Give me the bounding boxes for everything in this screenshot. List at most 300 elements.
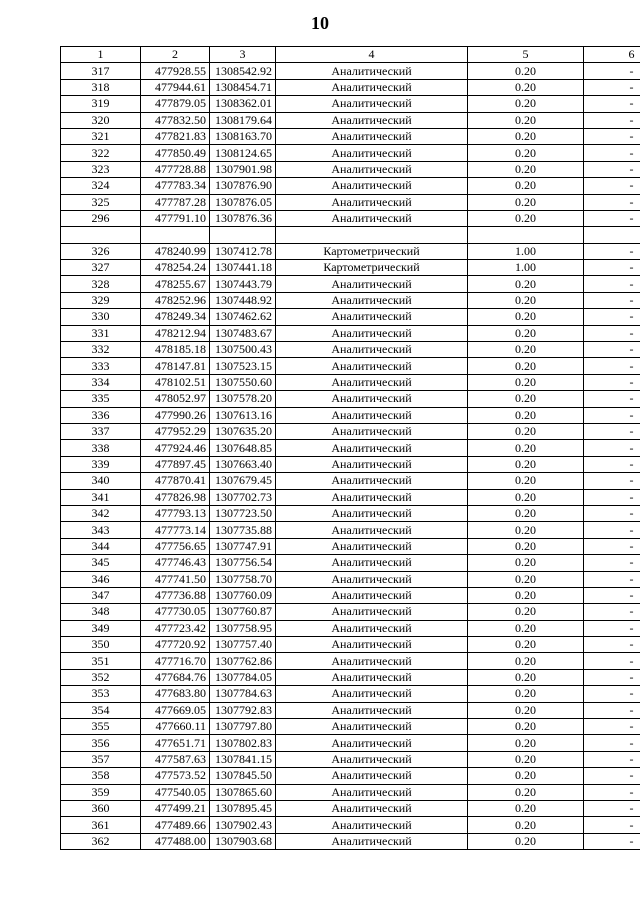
y-coordinate-cell: 1307550.60 <box>210 374 276 390</box>
point-number-cell: 319 <box>61 96 141 112</box>
accuracy-cell: 0.20 <box>468 96 584 112</box>
point-number-cell: 339 <box>61 456 141 472</box>
point-number-cell: 327 <box>61 260 141 276</box>
method-cell: Аналитический <box>276 587 468 603</box>
table-row <box>61 637 640 653</box>
accuracy-cell: 0.20 <box>468 456 584 472</box>
point-number-cell: 360 <box>61 800 141 816</box>
point-number-cell: 338 <box>61 440 141 456</box>
x-coordinate-cell: 477488.00 <box>141 833 210 849</box>
table-row <box>61 817 640 833</box>
y-coordinate-cell: 1307784.05 <box>210 669 276 685</box>
method-cell: Картометрический <box>276 243 468 259</box>
note-cell: - <box>584 309 640 325</box>
table-row <box>61 210 640 226</box>
method-cell: Аналитический <box>276 833 468 849</box>
table-row <box>61 96 640 112</box>
table-row <box>61 735 640 751</box>
y-coordinate-cell: 1307756.54 <box>210 555 276 571</box>
note-cell: - <box>584 243 640 259</box>
header-cell-5: 5 <box>468 47 584 63</box>
method-cell: Аналитический <box>276 702 468 718</box>
point-number-cell: 348 <box>61 604 141 620</box>
table-row <box>61 423 640 439</box>
accuracy-cell: 0.20 <box>468 817 584 833</box>
point-number-cell: 337 <box>61 423 141 439</box>
point-number-cell: 329 <box>61 292 141 308</box>
method-cell: Аналитический <box>276 620 468 636</box>
accuracy-cell: 0.20 <box>468 784 584 800</box>
y-coordinate-cell: 1307412.78 <box>210 243 276 259</box>
method-cell: Аналитический <box>276 800 468 816</box>
header-cell-1: 1 <box>61 47 141 63</box>
method-cell: Аналитический <box>276 79 468 95</box>
note-cell: - <box>584 473 640 489</box>
table-row <box>61 292 640 308</box>
accuracy-cell: 0.20 <box>468 538 584 554</box>
method-cell: Аналитический <box>276 96 468 112</box>
note-cell: - <box>584 128 640 144</box>
point-number-cell: 325 <box>61 194 141 210</box>
table-row <box>61 194 640 210</box>
method-cell: Аналитический <box>276 210 468 226</box>
point-number-cell: 341 <box>61 489 141 505</box>
y-coordinate-cell: 1307895.45 <box>210 800 276 816</box>
method-cell: Аналитический <box>276 555 468 571</box>
y-coordinate-cell: 1307845.50 <box>210 768 276 784</box>
table-row <box>61 79 640 95</box>
accuracy-cell: 0.20 <box>468 800 584 816</box>
table-row <box>61 456 640 472</box>
x-coordinate-cell: 478185.18 <box>141 342 210 358</box>
y-coordinate-cell: 1308362.01 <box>210 96 276 112</box>
table-row <box>61 260 640 276</box>
table-row <box>61 833 640 849</box>
note-cell: - <box>584 112 640 128</box>
note-cell: - <box>584 571 640 587</box>
note-cell: - <box>584 342 640 358</box>
accuracy-cell: 0.20 <box>468 669 584 685</box>
method-cell: Аналитический <box>276 538 468 554</box>
x-coordinate-cell: 477879.05 <box>141 96 210 112</box>
method-cell: Аналитический <box>276 309 468 325</box>
y-coordinate-cell: 1307902.43 <box>210 817 276 833</box>
y-coordinate-cell: 1307578.20 <box>210 391 276 407</box>
note-cell: - <box>584 423 640 439</box>
accuracy-cell: 0.20 <box>468 145 584 161</box>
y-coordinate-cell: 1307762.86 <box>210 653 276 669</box>
table-row <box>61 669 640 685</box>
point-number-cell: 359 <box>61 784 141 800</box>
note-cell: - <box>584 489 640 505</box>
note-cell: - <box>584 522 640 538</box>
x-coordinate-cell: 477756.65 <box>141 538 210 554</box>
table-row <box>61 686 640 702</box>
x-coordinate-cell: 477683.80 <box>141 686 210 702</box>
x-coordinate-cell: 477684.76 <box>141 669 210 685</box>
table-row <box>61 505 640 521</box>
y-coordinate-cell: 1307663.40 <box>210 456 276 472</box>
note-cell: - <box>584 686 640 702</box>
x-coordinate-cell: 477952.29 <box>141 423 210 439</box>
y-coordinate-cell: 1307784.63 <box>210 686 276 702</box>
note-cell: - <box>584 505 640 521</box>
x-coordinate-cell: 478255.67 <box>141 276 210 292</box>
point-number-cell: 347 <box>61 587 141 603</box>
point-number-cell: 346 <box>61 571 141 587</box>
accuracy-cell: 0.20 <box>468 325 584 341</box>
method-cell: Аналитический <box>276 751 468 767</box>
x-coordinate-cell: 477870.41 <box>141 473 210 489</box>
table-row <box>61 358 640 374</box>
table-row <box>61 391 640 407</box>
method-cell: Аналитический <box>276 817 468 833</box>
x-coordinate-cell: 478240.99 <box>141 243 210 259</box>
note-cell: - <box>584 276 640 292</box>
accuracy-cell: 0.20 <box>468 686 584 702</box>
accuracy-cell: 0.20 <box>468 276 584 292</box>
accuracy-cell: 0.20 <box>468 555 584 571</box>
y-coordinate-cell: 1307760.87 <box>210 604 276 620</box>
x-coordinate-cell: 477660.11 <box>141 719 210 735</box>
method-cell <box>276 227 468 243</box>
point-number-cell: 330 <box>61 309 141 325</box>
point-number-cell: 324 <box>61 178 141 194</box>
x-coordinate-cell: 477587.63 <box>141 751 210 767</box>
x-coordinate-cell <box>141 227 210 243</box>
accuracy-cell: 0.20 <box>468 702 584 718</box>
table-row <box>61 440 640 456</box>
y-coordinate-cell: 1307802.83 <box>210 735 276 751</box>
table-row <box>61 587 640 603</box>
x-coordinate-cell: 477850.49 <box>141 145 210 161</box>
accuracy-cell: 0.20 <box>468 309 584 325</box>
note-cell: - <box>584 96 640 112</box>
y-coordinate-cell: 1307483.67 <box>210 325 276 341</box>
note-cell: - <box>584 374 640 390</box>
table-row <box>61 325 640 341</box>
note-cell: - <box>584 604 640 620</box>
note-cell: - <box>584 391 640 407</box>
x-coordinate-cell: 477736.88 <box>141 587 210 603</box>
method-cell: Аналитический <box>276 276 468 292</box>
header-cell-4: 4 <box>276 47 468 63</box>
x-coordinate-cell: 477791.10 <box>141 210 210 226</box>
note-cell: - <box>584 669 640 685</box>
point-number-cell: 343 <box>61 522 141 538</box>
y-coordinate-cell: 1307635.20 <box>210 423 276 439</box>
note-cell: - <box>584 358 640 374</box>
x-coordinate-cell: 477944.61 <box>141 79 210 95</box>
x-coordinate-cell: 477990.26 <box>141 407 210 423</box>
note-cell: - <box>584 292 640 308</box>
y-coordinate-cell: 1307441.18 <box>210 260 276 276</box>
note-cell: - <box>584 637 640 653</box>
method-cell: Аналитический <box>276 637 468 653</box>
method-cell: Аналитический <box>276 423 468 439</box>
accuracy-cell: 0.20 <box>468 79 584 95</box>
x-coordinate-cell: 478102.51 <box>141 374 210 390</box>
point-number-cell: 345 <box>61 555 141 571</box>
method-cell: Аналитический <box>276 456 468 472</box>
method-cell: Аналитический <box>276 63 468 79</box>
header-cell-6: 6 <box>584 47 640 63</box>
y-coordinate-cell: 1308163.70 <box>210 128 276 144</box>
note-cell: - <box>584 538 640 554</box>
page-number: 10 <box>311 13 329 33</box>
y-coordinate-cell: 1307797.80 <box>210 719 276 735</box>
accuracy-cell: 0.20 <box>468 112 584 128</box>
x-coordinate-cell: 478249.34 <box>141 309 210 325</box>
method-cell: Аналитический <box>276 292 468 308</box>
table-row <box>61 751 640 767</box>
y-coordinate-cell: 1307735.88 <box>210 522 276 538</box>
x-coordinate-cell: 477741.50 <box>141 571 210 587</box>
x-coordinate-cell: 478052.97 <box>141 391 210 407</box>
accuracy-cell: 0.20 <box>468 751 584 767</box>
accuracy-cell: 0.20 <box>468 194 584 210</box>
y-coordinate-cell: 1307462.62 <box>210 309 276 325</box>
accuracy-cell <box>468 227 584 243</box>
x-coordinate-cell: 477821.83 <box>141 128 210 144</box>
method-cell: Аналитический <box>276 145 468 161</box>
method-cell: Аналитический <box>276 669 468 685</box>
method-cell: Аналитический <box>276 194 468 210</box>
x-coordinate-cell: 477783.34 <box>141 178 210 194</box>
method-cell: Аналитический <box>276 604 468 620</box>
accuracy-cell: 0.20 <box>468 505 584 521</box>
note-cell: - <box>584 161 640 177</box>
note-cell: - <box>584 440 640 456</box>
accuracy-cell: 0.20 <box>468 161 584 177</box>
point-number-cell: 355 <box>61 719 141 735</box>
point-number-cell: 334 <box>61 374 141 390</box>
table-row <box>61 145 640 161</box>
y-coordinate-cell: 1307876.36 <box>210 210 276 226</box>
table-row <box>61 243 640 259</box>
note-cell: - <box>584 407 640 423</box>
note-cell: - <box>584 555 640 571</box>
accuracy-cell: 0.20 <box>468 637 584 653</box>
table-row <box>61 604 640 620</box>
y-coordinate-cell: 1307758.70 <box>210 571 276 587</box>
y-coordinate-cell: 1308124.65 <box>210 145 276 161</box>
note-cell: - <box>584 735 640 751</box>
table-row <box>61 178 640 194</box>
accuracy-cell: 0.20 <box>468 374 584 390</box>
accuracy-cell: 0.20 <box>468 620 584 636</box>
table-row <box>61 800 640 816</box>
note-cell <box>584 227 640 243</box>
x-coordinate-cell: 477573.52 <box>141 768 210 784</box>
note-cell: - <box>584 79 640 95</box>
method-cell: Аналитический <box>276 768 468 784</box>
accuracy-cell: 0.20 <box>468 587 584 603</box>
x-coordinate-cell: 477723.42 <box>141 620 210 636</box>
method-cell: Аналитический <box>276 735 468 751</box>
accuracy-cell: 0.20 <box>468 768 584 784</box>
method-cell: Аналитический <box>276 522 468 538</box>
y-coordinate-cell: 1307758.95 <box>210 620 276 636</box>
y-coordinate-cell: 1307865.60 <box>210 784 276 800</box>
method-cell: Аналитический <box>276 325 468 341</box>
accuracy-cell: 0.20 <box>468 440 584 456</box>
table-row <box>61 719 640 735</box>
y-coordinate-cell: 1307679.45 <box>210 473 276 489</box>
accuracy-cell: 0.20 <box>468 358 584 374</box>
point-number-cell: 317 <box>61 63 141 79</box>
note-cell: - <box>584 784 640 800</box>
point-number-cell: 340 <box>61 473 141 489</box>
point-number-cell: 362 <box>61 833 141 849</box>
x-coordinate-cell: 477540.05 <box>141 784 210 800</box>
table-body <box>61 47 640 850</box>
accuracy-cell: 0.20 <box>468 391 584 407</box>
x-coordinate-cell: 477746.43 <box>141 555 210 571</box>
method-cell: Аналитический <box>276 407 468 423</box>
y-coordinate-cell: 1307500.43 <box>210 342 276 358</box>
method-cell: Аналитический <box>276 653 468 669</box>
y-coordinate-cell: 1307723.50 <box>210 505 276 521</box>
note-cell: - <box>584 456 640 472</box>
note-cell: - <box>584 587 640 603</box>
note-cell: - <box>584 653 640 669</box>
method-cell: Аналитический <box>276 178 468 194</box>
x-coordinate-cell: 477720.92 <box>141 637 210 653</box>
point-number-cell: 350 <box>61 637 141 653</box>
method-cell: Аналитический <box>276 358 468 374</box>
x-coordinate-cell: 477826.98 <box>141 489 210 505</box>
y-coordinate-cell: 1307523.15 <box>210 358 276 374</box>
x-coordinate-cell: 477651.71 <box>141 735 210 751</box>
note-cell: - <box>584 833 640 849</box>
point-number-cell: 353 <box>61 686 141 702</box>
point-number-cell <box>61 227 141 243</box>
x-coordinate-cell: 477897.45 <box>141 456 210 472</box>
accuracy-cell: 0.20 <box>468 522 584 538</box>
table-row <box>61 473 640 489</box>
method-cell: Аналитический <box>276 571 468 587</box>
x-coordinate-cell: 477669.05 <box>141 702 210 718</box>
table-row <box>61 374 640 390</box>
accuracy-cell: 0.20 <box>468 128 584 144</box>
x-coordinate-cell: 477716.70 <box>141 653 210 669</box>
point-number-cell: 332 <box>61 342 141 358</box>
table-row <box>61 309 640 325</box>
accuracy-cell: 0.20 <box>468 653 584 669</box>
point-number-cell: 336 <box>61 407 141 423</box>
point-number-cell: 333 <box>61 358 141 374</box>
point-number-cell: 323 <box>61 161 141 177</box>
table-row <box>61 63 640 79</box>
point-number-cell: 318 <box>61 79 141 95</box>
note-cell: - <box>584 210 640 226</box>
accuracy-cell: 0.20 <box>468 571 584 587</box>
point-number-cell: 351 <box>61 653 141 669</box>
point-number-cell: 349 <box>61 620 141 636</box>
y-coordinate-cell: 1307876.05 <box>210 194 276 210</box>
accuracy-cell: 0.20 <box>468 407 584 423</box>
coordinates-table <box>60 46 640 850</box>
x-coordinate-cell: 478212.94 <box>141 325 210 341</box>
point-number-cell: 342 <box>61 505 141 521</box>
point-number-cell: 344 <box>61 538 141 554</box>
y-coordinate-cell: 1307792.83 <box>210 702 276 718</box>
point-number-cell: 322 <box>61 145 141 161</box>
point-number-cell: 356 <box>61 735 141 751</box>
method-cell: Аналитический <box>276 128 468 144</box>
x-coordinate-cell: 478147.81 <box>141 358 210 374</box>
y-coordinate-cell: 1308454.71 <box>210 79 276 95</box>
accuracy-cell: 0.20 <box>468 833 584 849</box>
accuracy-cell: 0.20 <box>468 342 584 358</box>
accuracy-cell: 0.20 <box>468 473 584 489</box>
table-row <box>61 653 640 669</box>
accuracy-cell: 0.20 <box>468 292 584 308</box>
x-coordinate-cell: 478252.96 <box>141 292 210 308</box>
table-row <box>61 555 640 571</box>
method-cell: Аналитический <box>276 719 468 735</box>
y-coordinate-cell: 1307448.92 <box>210 292 276 308</box>
accuracy-cell: 0.20 <box>468 423 584 439</box>
table-row <box>61 620 640 636</box>
method-cell: Аналитический <box>276 686 468 702</box>
accuracy-cell: 0.20 <box>468 735 584 751</box>
table-row-blank <box>61 227 640 243</box>
header-cell-3: 3 <box>210 47 276 63</box>
accuracy-cell: 0.20 <box>468 604 584 620</box>
table-row <box>61 489 640 505</box>
note-cell: - <box>584 325 640 341</box>
method-cell: Аналитический <box>276 342 468 358</box>
point-number-cell: 335 <box>61 391 141 407</box>
x-coordinate-cell: 477773.14 <box>141 522 210 538</box>
table-row <box>61 768 640 784</box>
method-cell: Аналитический <box>276 505 468 521</box>
accuracy-cell: 0.20 <box>468 210 584 226</box>
note-cell: - <box>584 63 640 79</box>
table-row <box>61 407 640 423</box>
x-coordinate-cell: 477924.46 <box>141 440 210 456</box>
note-cell: - <box>584 817 640 833</box>
note-cell: - <box>584 145 640 161</box>
point-number-cell: 358 <box>61 768 141 784</box>
x-coordinate-cell: 477728.88 <box>141 161 210 177</box>
note-cell: - <box>584 768 640 784</box>
table-row <box>61 112 640 128</box>
y-coordinate-cell: 1307876.90 <box>210 178 276 194</box>
y-coordinate-cell: 1307760.09 <box>210 587 276 603</box>
y-coordinate-cell: 1307901.98 <box>210 161 276 177</box>
x-coordinate-cell: 477489.66 <box>141 817 210 833</box>
y-coordinate-cell <box>210 227 276 243</box>
note-cell: - <box>584 800 640 816</box>
accuracy-cell: 1.00 <box>468 243 584 259</box>
point-number-cell: 357 <box>61 751 141 767</box>
note-cell: - <box>584 178 640 194</box>
method-cell: Аналитический <box>276 489 468 505</box>
method-cell: Картометрический <box>276 260 468 276</box>
point-number-cell: 352 <box>61 669 141 685</box>
x-coordinate-cell: 477832.50 <box>141 112 210 128</box>
accuracy-cell: 1.00 <box>468 260 584 276</box>
y-coordinate-cell: 1307757.40 <box>210 637 276 653</box>
point-number-cell: 361 <box>61 817 141 833</box>
table-row <box>61 161 640 177</box>
y-coordinate-cell: 1308542.92 <box>210 63 276 79</box>
point-number-cell: 354 <box>61 702 141 718</box>
table-row <box>61 276 640 292</box>
